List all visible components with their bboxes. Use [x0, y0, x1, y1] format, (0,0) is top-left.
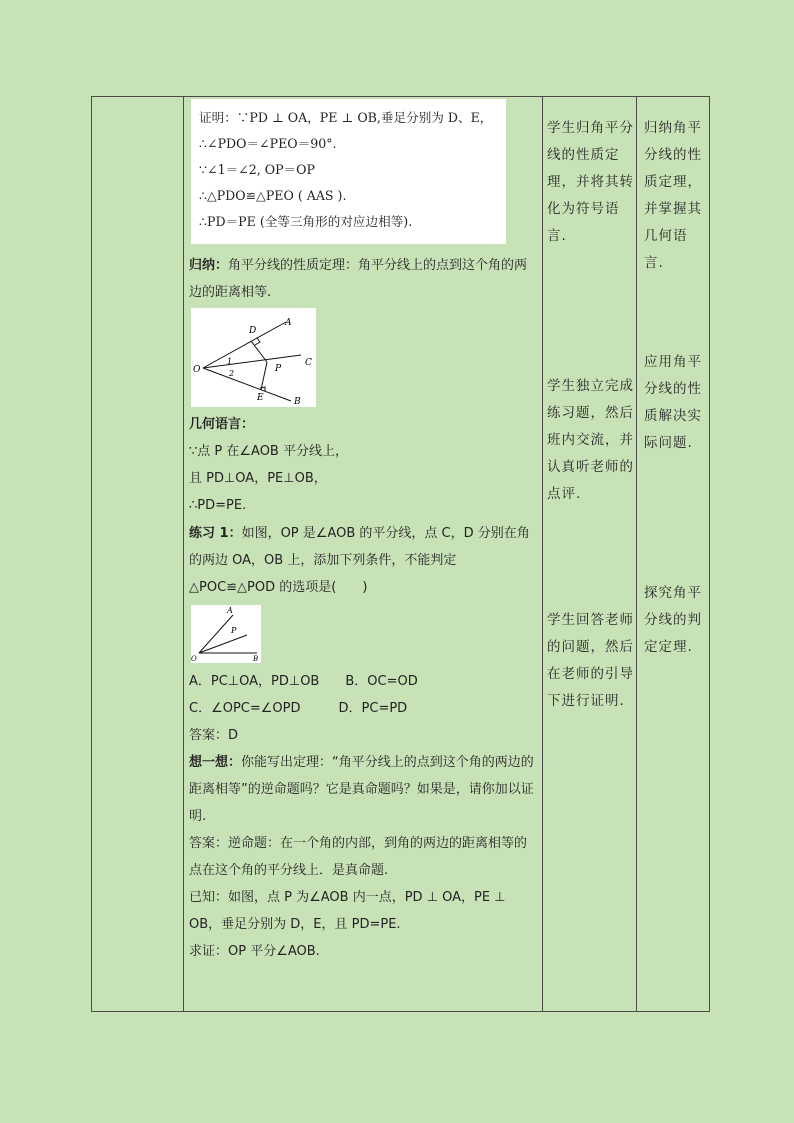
answer-2: 答案：逆命题：在一个角的内部，到角的两边的距离相等的点在这个角的平分线上．是真命题. [189, 836, 528, 878]
column-divider [636, 97, 637, 1011]
think-label: 想一想： [189, 755, 242, 770]
label-b: B [294, 397, 301, 407]
label-b: B [253, 655, 259, 663]
design-intent-cell [644, 97, 706, 1011]
student-activity-3: 学生回答老师的问题，然后在老师的引导下进行证明. [547, 612, 634, 709]
label-c: C [305, 358, 312, 368]
label-d: D [249, 326, 257, 336]
exercise-1 [189, 520, 539, 601]
column-divider [542, 97, 543, 1011]
geo-title: 几何语言： [189, 417, 255, 432]
exercise-figure [191, 605, 261, 663]
teaching-content-cell [189, 97, 539, 1011]
proof-line: ∴△PDO≌△PEO ( AAS ). [199, 188, 347, 203]
design-intent-2: 应用角平分线的性质解决实际问题. [644, 354, 702, 451]
label-a: A [227, 606, 233, 615]
summary-text: 角平分线的性质定理：角平分线上的点到这个角的两边的距离相等. [189, 258, 528, 300]
summary-paragraph [189, 252, 539, 306]
column-divider [183, 97, 184, 1011]
design-intent-3: 探究角平分线的判定定理. [644, 585, 702, 655]
prove: 求证：OP 平分∠AOB. [189, 944, 320, 959]
label-a: A [285, 318, 292, 328]
think-text: 你能写出定理：“角平分线上的点到这个角的两边的距离相等”的逆命题吗？它是真命题吗？如果是，请你加以证明. [189, 755, 534, 824]
given: 已知：如图，点 P 为∠AOB 内一点，PD ⊥ OA，PE ⊥ OB，垂足分别为 D，E，且 PD=PE. [189, 890, 506, 932]
geo-line: ∴PD=PE. [189, 498, 247, 513]
option-c: C．∠OPC=∠OPD [189, 701, 301, 716]
lesson-table [91, 96, 710, 1012]
label-e: E [257, 393, 264, 403]
label-angle-1: 1 [227, 357, 233, 366]
label-p: P [231, 626, 237, 635]
geo-line: 且 PD⊥OA，PE⊥OB， [189, 471, 327, 486]
answer-1: 答案：D [189, 728, 239, 743]
angle-bisector-figure [191, 308, 316, 407]
proof-line: 证明：∵PD ⊥ OA，PE ⊥ OB,垂足分别为 D、E， [199, 110, 493, 125]
exercise-text: 如图，OP 是∠AOB 的平分线，点 C，D 分别在角的两边 OA，OB 上，添加下列条件，不能判定△POC≌△POD 的选项是( ) [189, 526, 530, 595]
label-angle-2: 2 [229, 369, 235, 378]
proof-line: ∴∠PDO＝∠PEO＝90°. [199, 136, 337, 151]
option-b: B．OC=OD [345, 674, 418, 689]
exercise-options [189, 668, 539, 965]
option-d: D．PC=PD [338, 701, 408, 716]
summary-label: 归纳： [189, 258, 229, 273]
option-a: A．PC⊥OA，PD⊥OB [189, 674, 320, 689]
proof-line: ∵∠1＝∠2, OP＝OP [199, 162, 315, 177]
label-p: P [275, 364, 282, 374]
label-o: O [193, 365, 201, 375]
geometric-language [189, 411, 539, 519]
geo-line: ∵点 P 在∠AOB 平分线上， [189, 444, 348, 459]
proof-box [191, 99, 506, 244]
student-activity-2: 学生独立完成练习题，然后班内交流，并认真听老师的点评. [547, 378, 634, 502]
student-activity-1: 学生归角平分线的性质定理，并将其转化为符号语言. [547, 120, 634, 244]
label-o: O [191, 655, 197, 663]
proof-line: ∴PD＝PE (全等三角形的对应边相等). [199, 214, 413, 229]
design-intent-1: 归纳角平分线的性质定理，并掌握其几何语言. [644, 120, 702, 271]
student-activity-cell [547, 97, 634, 1011]
exercise-label: 练习 1： [189, 526, 242, 541]
